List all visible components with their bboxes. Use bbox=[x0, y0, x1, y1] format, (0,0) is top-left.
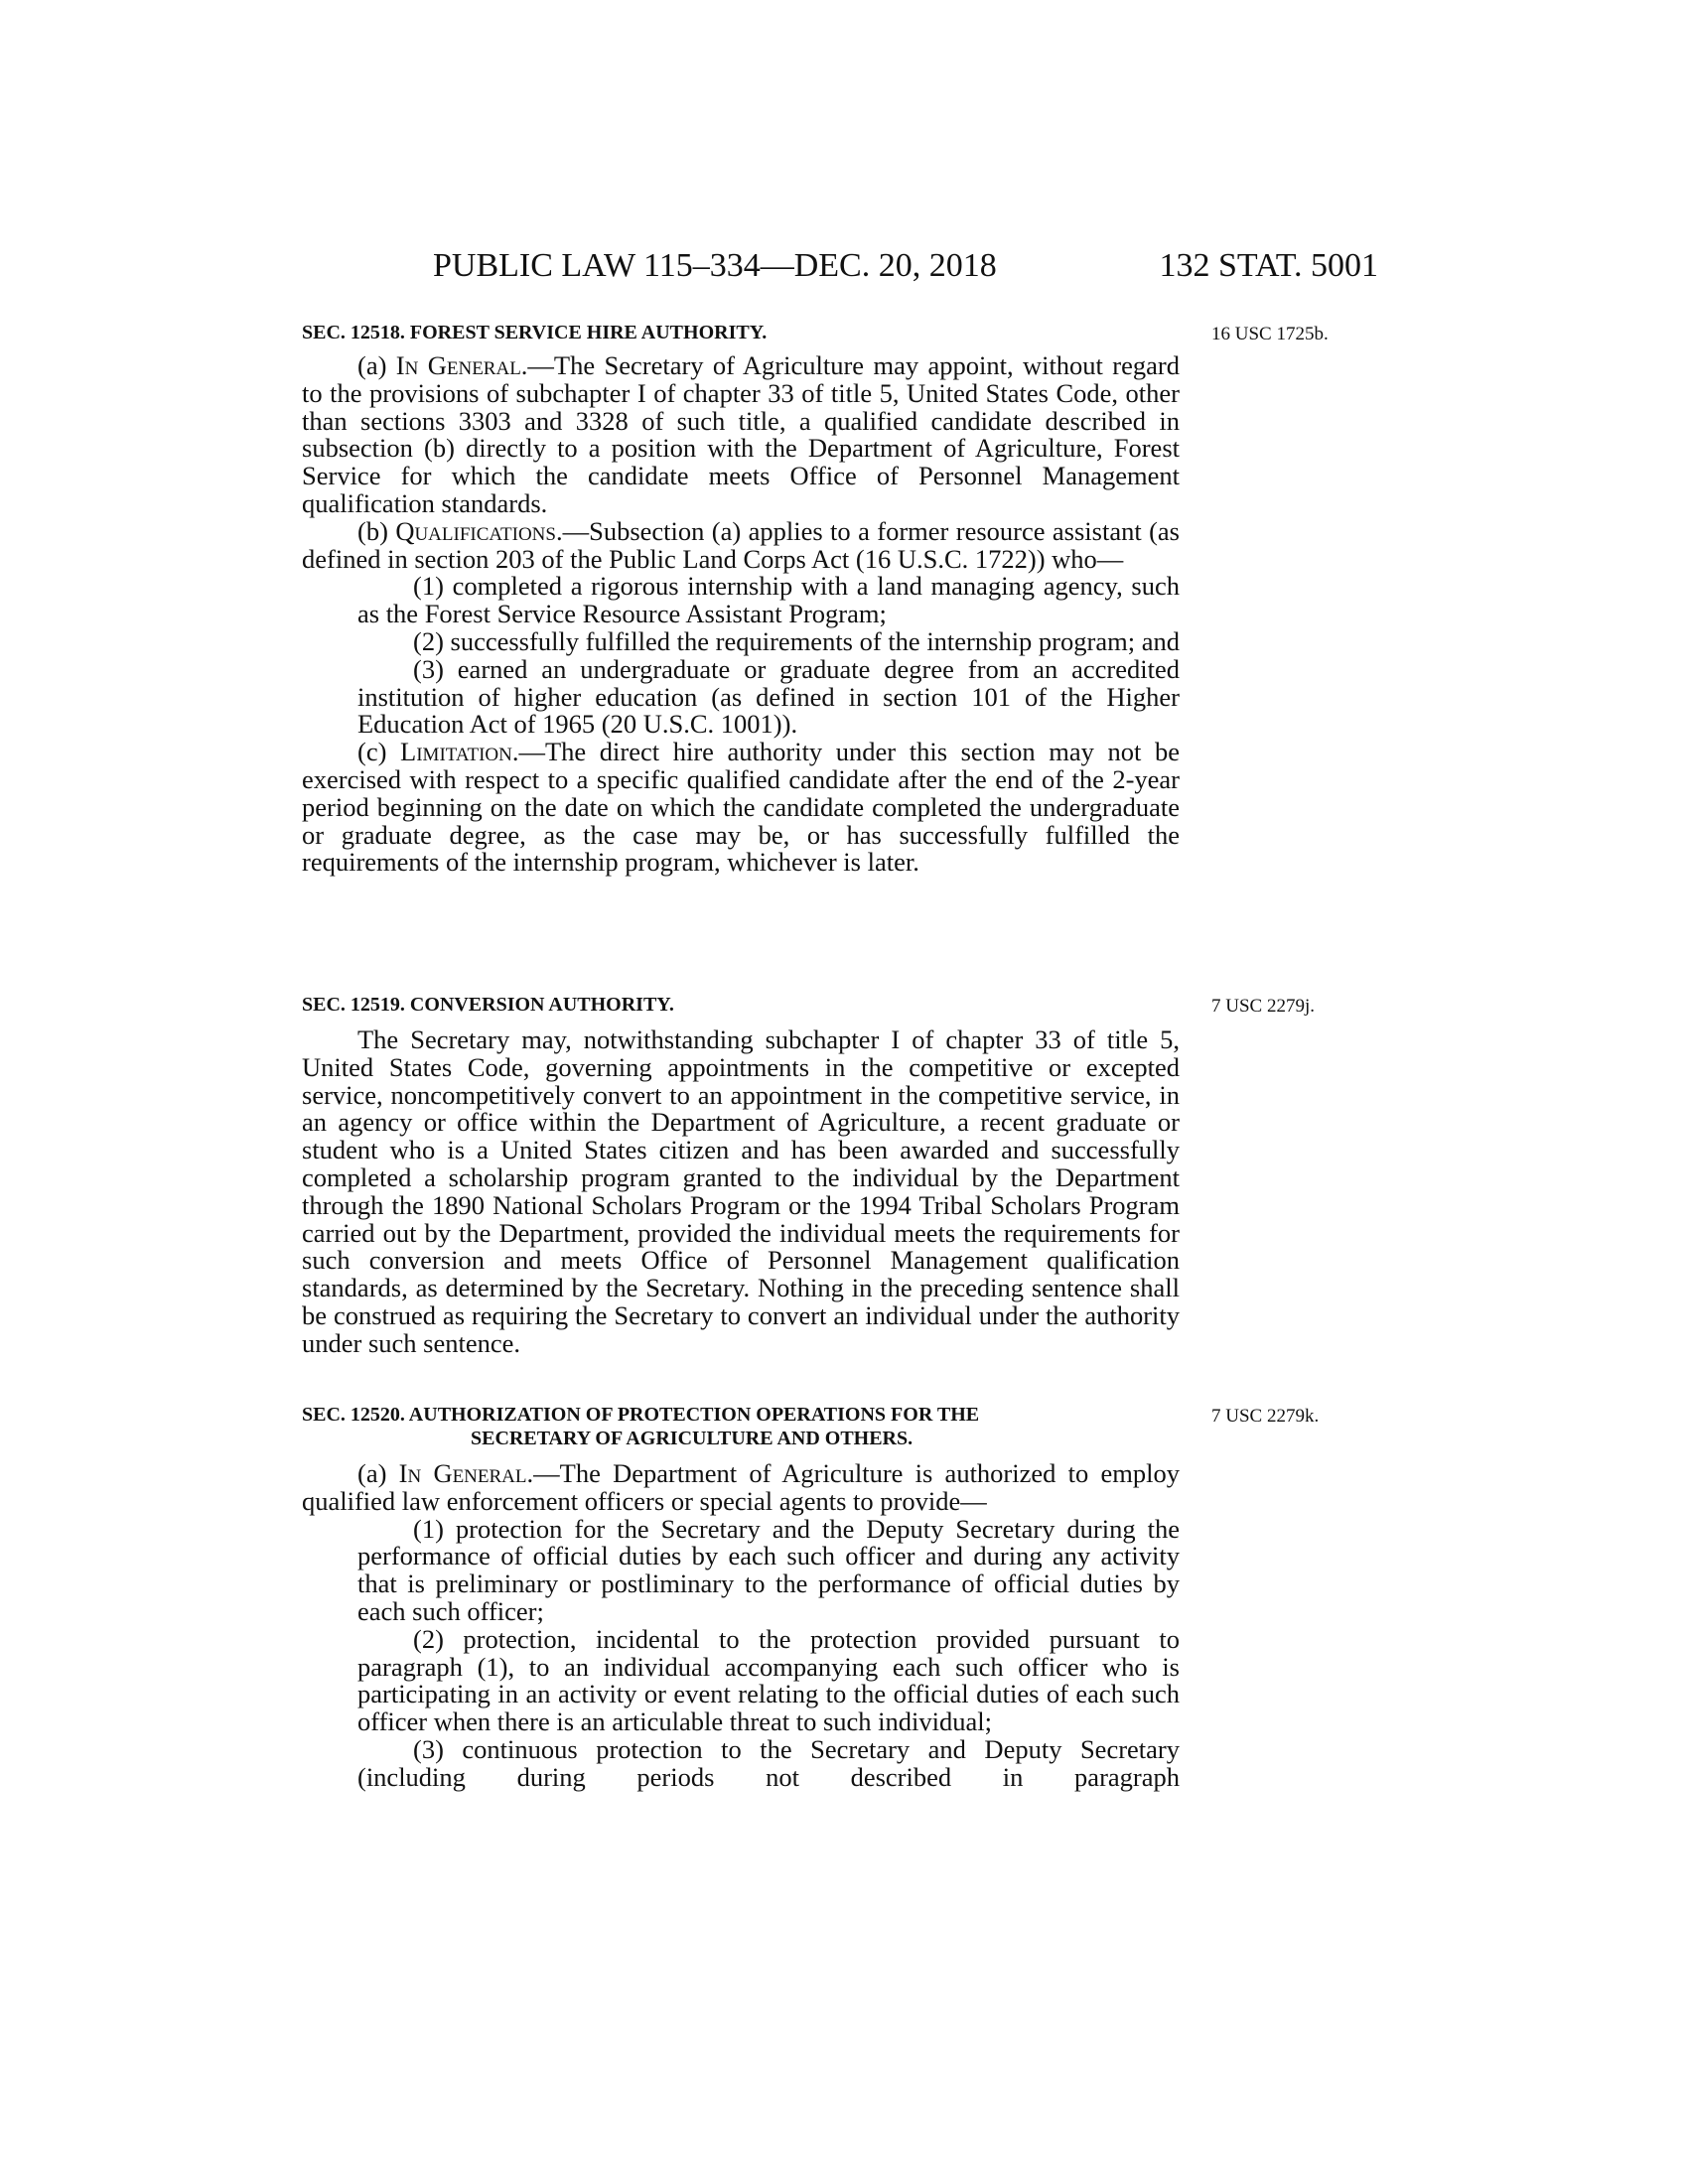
paragraph-a3: (3) continuous protection to the Secretary and Deputy Secretary (including during periods not described in paragraph bbox=[357, 1733, 1180, 1792]
section-12519-text: The Secretary may, notwithstanding subchapter I of chapter 33 of title 5, United States Code, governing appointments in the competitive or excepted service, noncompetitively convert to an appointment in the competitive service, in an agency or office within the Department of Agriculture, a recent graduate or student who is a United States citizen and has been awarded and successfully completed a scholarship program granted to the individual by the Department through the 1890 National Scholars Program or the 1994 Tribal Scholars Program carried out by the Department, provided the individual meets the requirements for such conversion and meets Office of Personnel Management qualification standards, as determined by the Secretary. Nothing in the preceding sentence shall be construed as requiring the Secretary to convert an individual under the authority under such sentence. bbox=[302, 1024, 1180, 1358]
text-a-12520: .—The Department of Agriculture is authorized to employ qualified law enforcement officers or special agents to provide— bbox=[302, 1458, 1180, 1516]
paragraph-a2: (2) protection, incidental to the protection provided pursuant to paragraph (1), to an individual accompanying each such officer who is participating in an activity or event relating to the official duties of each such officer when there is an articulable threat to such individual; bbox=[357, 1623, 1180, 1737]
label-a: (a) bbox=[357, 350, 396, 380]
margin-note-1: 16 USC 1725b. bbox=[1211, 324, 1329, 344]
label-a-12520: (a) bbox=[357, 1458, 399, 1488]
margin-note-3: 7 USC 2279k. bbox=[1211, 1406, 1320, 1427]
caption-in-general: In General bbox=[395, 350, 521, 380]
subsection-a bbox=[302, 352, 1180, 518]
caption-limitation: Limitation bbox=[400, 737, 512, 767]
paragraph-a1: (1) protection for the Secretary and the Deputy Secretary during the performance of official duties by each such officer and during any activity that is preliminary or postliminary to the performance of official duties by each such officer; bbox=[357, 1513, 1180, 1626]
section-heading-12520 bbox=[302, 1403, 1180, 1450]
label-c: (c) bbox=[357, 737, 401, 767]
header-stat-page: 132 STAT. 5001 bbox=[1159, 247, 1378, 284]
section-12520 bbox=[302, 1403, 1180, 1792]
section-heading-12520-line2: SECRETARY OF AGRICULTURE AND OTHERS. bbox=[471, 1428, 914, 1449]
paragraph-b3: (3) earned an undergraduate or graduate degree from an accredited institution of higher education (as defined in section 101 of the Higher Education Act of 1965 (20 U.S.C. 1001)). bbox=[357, 653, 1180, 740]
section-12519 bbox=[302, 993, 1180, 1358]
caption-qualifications: Qualifications bbox=[395, 515, 556, 546]
paragraph-b1: (1) completed a rigorous internship with a land managing agency, such as the Forest Service Resource Assistant Program; bbox=[357, 571, 1180, 629]
section-heading-12519: SEC. 12519. CONVERSION AUTHORITY. bbox=[302, 994, 674, 1016]
text-c: .—The direct hire authority under this section may not be exercised with respect to a specific qualified candidate after the end of the 2-year period beginning on the date on which the candidate completed the undergraduate or graduate degree, as the case may be, or has successfully fulfilled the requirements of the internship program, whichever is later. bbox=[302, 737, 1180, 878]
paragraph-b2: (2) successfully fulfilled the requirements of the internship program; and bbox=[413, 625, 1180, 656]
margin-note-2: 7 USC 2279j. bbox=[1211, 996, 1315, 1017]
caption-in-general-12520: In General bbox=[398, 1458, 527, 1488]
section-heading-12518: SEC. 12518. FOREST SERVICE HIRE AUTHORITY. bbox=[302, 322, 768, 343]
text-a: .—The Secretary of Agriculture may appoint, without regard to the provisions of subchapter I of chapter 33 of title 5, United States Code, other than sections 3303 and 3328 of such title, a qualified candidate described in subsection (b) directly to a position with the Department of Agriculture, Forest Service for which the candidate meets Office of Personnel Management qualification standards. bbox=[302, 350, 1180, 518]
subsection-c bbox=[302, 739, 1180, 877]
section-heading-12520-line1: SEC. 12520. AUTHORIZATION OF PROTECTION OPERATIONS FOR THE bbox=[302, 1404, 980, 1426]
running-header bbox=[433, 246, 1378, 286]
subsection-b bbox=[302, 515, 1180, 574]
label-b: (b) bbox=[357, 515, 396, 546]
section-12518 bbox=[302, 321, 1180, 877]
header-public-law: PUBLIC LAW 115–334—DEC. 20, 2018 bbox=[433, 247, 997, 284]
text-b: .—Subsection (a) applies to a former resource assistant (as defined in section 203 of the Public Land Corps Act (16 U.S.C. 1722)) who— bbox=[302, 515, 1180, 574]
subsection-a-12520 bbox=[302, 1460, 1180, 1516]
